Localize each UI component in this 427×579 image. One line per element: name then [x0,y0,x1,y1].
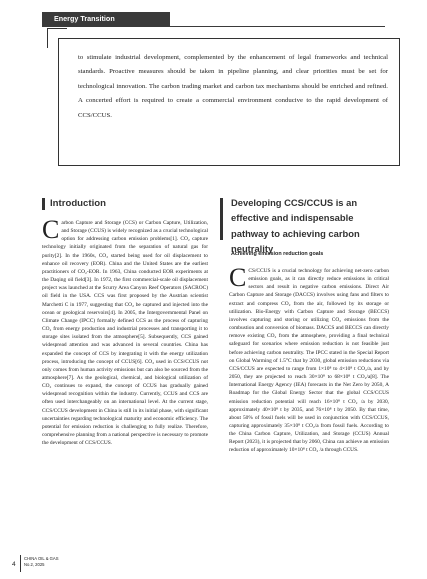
developing-heading: Developing CCS/CCUS is an effective and indispensable pathway to achieving carbon neutrality [231,197,360,255]
page-number: 4 [12,561,16,568]
introduction-heading-bar [42,198,45,210]
callout-text: to stimulate industrial development, complemented by the enhancement of legal frameworks and technical standards. Proactive measures should be taken in pipeline planning, and clear priorities must be set for technological innovation. The carbon trading market and carbon tax mechanisms should be enriched and refined. A concerted effort is required to create a commercial environment conducive to the rapid development of CCS/CCUS. [78,54,388,119]
developing-drop-cap: C [229,263,247,292]
introduction-text: arbon Capture and Storage (CCS) or Carbon Capture, Utilization, and Storage (CCUS) is widely recognized as a crucial technological option for addressing carbon emission problems[1]. CO₂ capture technology initially originated from the separation of natural gas for purity[2]. In the 1960s, CO₂ started being used for oil displacement to enhance oil recovery (EOR). China and the United States are the earliest practitioners of CO₂-EOR. In 1963, China conducted EOR experiments at the Daqing oil field[3]. In 1972, the first commercial-scale oil displacement project was launched at the Scurry Area Canyon Reef Operators (SACROC) oil field in the USA. CCS was first proposed by the Austrian scientist Marchetti C in 1977, suggesting that CO₂ be captured and injected into the ocean or geological reservoirs[4]. In 2005, the Intergovernmental Panel on Climate Change (IPCC) formally defined CCS as the process of capturing CO₂ from energy production and industrial processes and transporting it to storage sites isolated from the atmosphere[5]. Subsequently, CCS gained widespread attention and was advanced in several countries. China has expanded the concept of CCS by integrating it with the energy utilization process, introducing the concept of CCUS[6]. CO₂ used in CCS/CCUS not only comes from human activity emissions but can also be sourced from the atmosphere[7]. As the geological, chemical, and biological utilization of CO₂ continues to expand, the concept of CCUS has gradually gained widespread recognition within the industry. Currently, CCUS and CCS are often used interchangeably on an international level. At the current stage, CCS/CCUS development in China is still in its initial phase, with significant uncertainties regarding technological maturity and economic efficiency. The potential for emission reduction is challenging to fully realize. Therefore, comprehensive planning from a national perspective is necessary to promote the development of CCS/CCUS. [42,220,208,447]
developing-text: CS/CCUS is a crucial technology for achieving net-zero carbon emission goals, as it can directly reduce emissions in critical sectors and result in negative carbon emissions. Direct Air Carbon Capture and Storage (DACCS) involves using fans and filters to extract and compress CO₂ from the air, followed by its storage or utilization. Bio-Energy with Carbon Capture and Storage (BECCS) involves capturing and storing or utilizing CO₂ emissions from the combustion and conversion of biomass. DACCS and BECCS can directly remove existing CO₂ from the atmosphere, providing a final technical safeguard for scenarios where emission reduction is not feasible just before achieving carbon neutrality. The IPCC stated in the Special Report on Global Warming of 1.5°C that by 2030, global emission reductions via CCS/CCUS are expected to range from 1×10⁸ to 4×10⁸ t CO₂/a, and by 2050, they are projected to reach 30×10⁸ to 68×10⁸ t CO₂/a[8]. The International Energy Agency (IEA) forecasts in the Net Zero by 2050, A Roadmap for the Global Energy Sector that the global CCS/CCUS emission reduction potential will reach 16×10⁸ t CO₂ /a by 2030, approximately 40×10⁸ t by 2035, and 76×10⁸ t by 2050. By that time, about 50% of fossil fuels will be used in conjunction with CCS/CCUS, capturing approximately 35×10⁸ t CO₂/a from fossil fuels. According to the China Carbon Capture, Utilization, and Storage (CCUS) Annual Report (2023), it is projected that by 2060, China can achieve an emission reduction of approximately 10×10⁸ t CO₂ /a through CCUS. [229,268,389,454]
folio-publication [24,556,59,568]
publication-name: CHINA OIL & GAS [24,556,59,561]
developing-subhead: Achieving emission reduction goals [231,251,324,257]
introduction-heading: Introduction [50,198,106,209]
introduction-drop-cap: C [42,215,60,244]
developing-body [229,263,389,455]
folio-divider [20,555,21,572]
section-tab: Energy Transition [42,12,170,26]
header-rule [42,26,385,27]
developing-heading-bar [220,198,223,240]
introduction-body [42,215,208,447]
issue-number: No.2, 2025 [24,562,45,568]
